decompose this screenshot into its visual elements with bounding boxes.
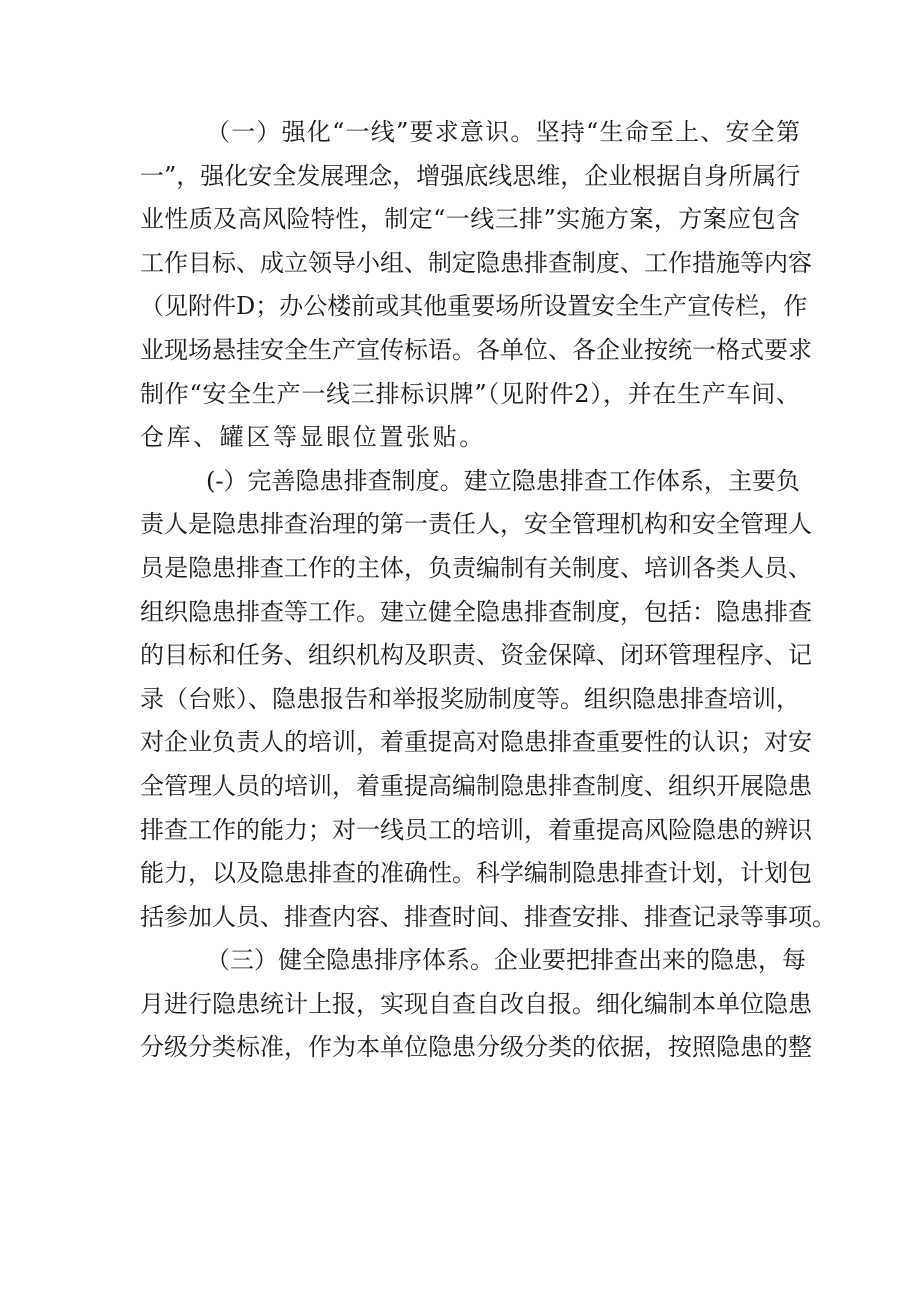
text-line: (-）完善隐患排查制度。建立隐患排查工作体系，主要负 <box>206 466 800 495</box>
text-line: （三）健全隐患排序体系。企业要把排查出来的隐患，每 <box>206 946 806 975</box>
text-line: （一）强化“一线”要求意识。坚持“生命至上、安全第 <box>206 118 800 146</box>
text-line: 排查工作的能力；对一线员工的培训，着重提高风险隐患的辨识 <box>140 815 812 844</box>
text-line: 业现场悬挂安全生产宣传标语。各单位、各企业按统一格式要求 <box>140 335 812 364</box>
text-line: 录（台账）、隐患报告和举报奖励制度等。组织隐患排查培训， <box>140 684 800 713</box>
text-line: 责人是隐患排查治理的第一责任人，安全管理机构和安全管理人 <box>140 510 812 539</box>
paragraph-1 <box>140 111 812 460</box>
text-line: 能力，以及隐患排查的准确性。科学编制隐患排查计划，计划包 <box>140 859 812 888</box>
text-line: 的目标和任务、组织机构及职责、资金保障、闭环管理程序、记 <box>140 641 812 670</box>
text-line: 业性质及高风险特性，制定“一线三排”实施方案，方案应包含 <box>140 205 800 234</box>
paragraph-2 <box>140 460 836 940</box>
text-line: 分级分类标准，作为本单位隐患分级分类的依据，按照隐患的整 <box>140 1033 812 1062</box>
text-line: 月进行隐患统计上报，实现自查自改自报。细化编制本单位隐患 <box>140 989 812 1018</box>
text-line: 全管理人员的培训，着重提高编制隐患排查制度、组织开展隐患 <box>140 771 812 800</box>
text-line: 对企业负责人的培训，着重提高对隐患排查重要性的认识；对安 <box>140 728 812 757</box>
paragraph-3 <box>140 939 812 1070</box>
text-line: 员是隐患排查工作的主体，负责编制有关制度、培训各类人员、 <box>140 553 812 582</box>
text-line: 仓库、罐区等显眼位置张贴。 <box>140 423 486 452</box>
text-line: 制作“安全生产一线三排标识牌”（见附件2），并在生产车间、 <box>140 379 800 408</box>
text-line: 括参加人员、排查内容、排查时间、排查安排、排查记录等事项。 <box>140 902 836 931</box>
text-line: 组织隐患排查等工作。建立健全隐患排查制度，包括：隐患排查 <box>140 597 812 626</box>
text-line: （见附件D；办公楼前或其他重要场所设置安全生产宣传栏，作 <box>140 292 808 321</box>
text-line: 工作目标、成立领导小组、制定隐患排查制度、工作措施等内容 <box>140 248 812 277</box>
text-line: 一”，强化安全发展理念，增强底线思维，企业根据自身所属行 <box>140 161 801 190</box>
document-body <box>140 111 836 1070</box>
